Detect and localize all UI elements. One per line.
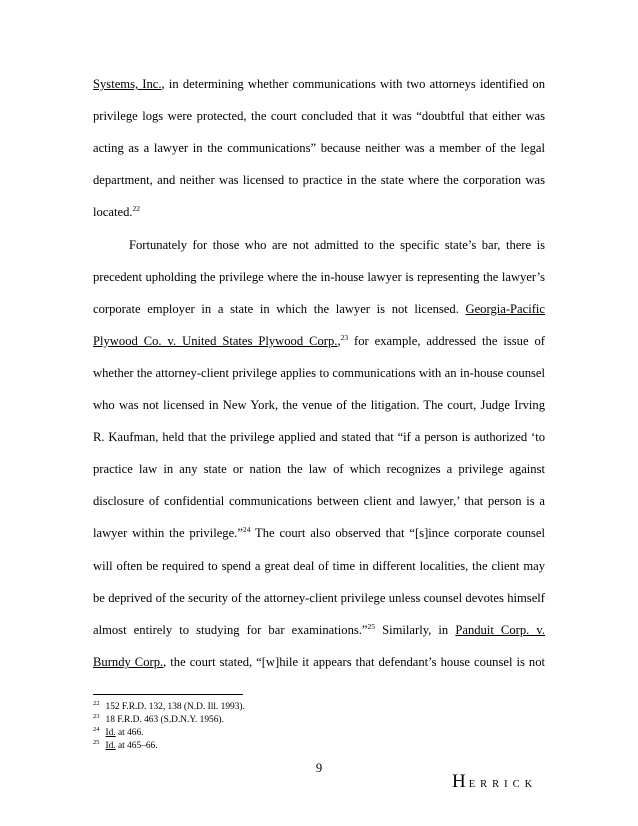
footnote-text (106, 702, 245, 712)
case-citation: Id. (105, 728, 116, 738)
firm-logo (452, 771, 537, 793)
text-line (93, 76, 545, 92)
text-run: Fortunately for those who are not admitted to the specific state’s bar, there is (129, 237, 545, 252)
text-line (93, 140, 545, 156)
text-line (93, 461, 545, 477)
text-run: who was not licensed in New York, the venue of the litigation. The court, Judge Irving (93, 398, 545, 412)
text-run: be deprived of the security of the attorney-client privilege unless counsel devotes himself (93, 590, 545, 605)
text-line (93, 654, 545, 670)
text-line (93, 172, 545, 188)
text-run: located. (93, 205, 133, 220)
text-run: for example, addressed the issue of (348, 333, 545, 348)
footnote-ref: 24 (242, 525, 251, 535)
footnote-ref: 22 (132, 204, 141, 214)
text-line (93, 558, 545, 574)
text-line (93, 493, 545, 509)
footnote (93, 727, 144, 739)
text-run: , (337, 333, 341, 348)
text-run: acting as a lawyer in the communications” because neither was a member of the legal (93, 141, 545, 156)
footnote-number: 24 (93, 726, 100, 733)
text-run: at 466. (115, 728, 144, 738)
footnote (93, 701, 245, 713)
logo-initial: H (452, 771, 466, 792)
text-run: privilege logs were protected, the court concluded that it was “doubtful that either was (93, 109, 545, 124)
text-run: precedent upholding the privilege where the in-house lawyer is representing the lawyer’s (93, 269, 545, 284)
case-citation: Burndy Corp. (93, 654, 164, 669)
footnote-ref: 25 (367, 621, 376, 631)
footnote-number: 25 (93, 739, 100, 746)
text-run: corporate employer in a state in which the lawyer is not licensed. (93, 301, 466, 316)
text-line (93, 590, 545, 606)
text-run: department, and neither was licensed to practice in the state where the corporation was (93, 173, 545, 188)
text-run: , in determining whether communications with two attorneys identified on (161, 77, 546, 91)
text-run: 152 F.R.D. 132, 138 (N.D. Ill. 1993). (105, 702, 245, 712)
case-citation: Systems, Inc. (93, 77, 162, 91)
footnote-text (106, 715, 224, 725)
footnote-text (106, 728, 144, 738)
text-line (93, 269, 545, 285)
footnote-ref: 23 (340, 332, 349, 342)
footnote-separator (93, 694, 243, 695)
text-line (93, 397, 545, 413)
text-run: , the court stated, “[w]hile it appears that defendant’s house counsel is not (163, 654, 546, 669)
text-run: practice law in any state or nation the law of which recognizes a privilege against (93, 462, 545, 477)
text-line (93, 301, 545, 317)
text-run: whether the attorney-client privilege applies to communications with an in-house counsel (93, 365, 545, 380)
text-line (93, 204, 545, 220)
logo-rest: ERRICK (468, 779, 538, 790)
text-line (93, 365, 545, 381)
text-line (129, 237, 545, 253)
text-line (93, 525, 545, 541)
text-run: R. Kaufman, held that the privilege applied and stated that “if a person is authorized ‘to (93, 430, 545, 445)
case-citation: Plywood Co. v. United States Plywood Corp. (93, 333, 338, 348)
text-line (93, 622, 545, 638)
footnote (93, 714, 224, 726)
case-citation: Panduit Corp. v. (455, 622, 545, 637)
text-line (93, 333, 545, 349)
footnote-text (106, 741, 158, 751)
footnote-number: 23 (93, 713, 100, 720)
text-run: disclosure of confidential communications between client and lawyer,’ that person is a (93, 494, 545, 509)
text-run: Similarly, in (375, 622, 456, 637)
text-run: at 465–66. (115, 741, 158, 751)
text-run: almost entirely to studying for bar examinations.” (93, 622, 368, 637)
text-run: 18 F.R.D. 463 (S.D.N.Y. 1956). (105, 715, 224, 725)
page-number: 9 (315, 761, 323, 775)
text-line (93, 429, 545, 445)
case-citation: Georgia-Pacific (465, 301, 545, 316)
text-run: lawyer within the privilege.” (93, 526, 243, 541)
text-line (93, 108, 545, 124)
footnote (93, 740, 158, 752)
text-run: The court also observed that “[s]ince corporate counsel (250, 526, 545, 541)
case-citation: Id. (105, 741, 116, 751)
text-run: will often be required to spend a great deal of time in different localities, the client may (93, 558, 545, 573)
footnote-number: 22 (93, 700, 100, 707)
